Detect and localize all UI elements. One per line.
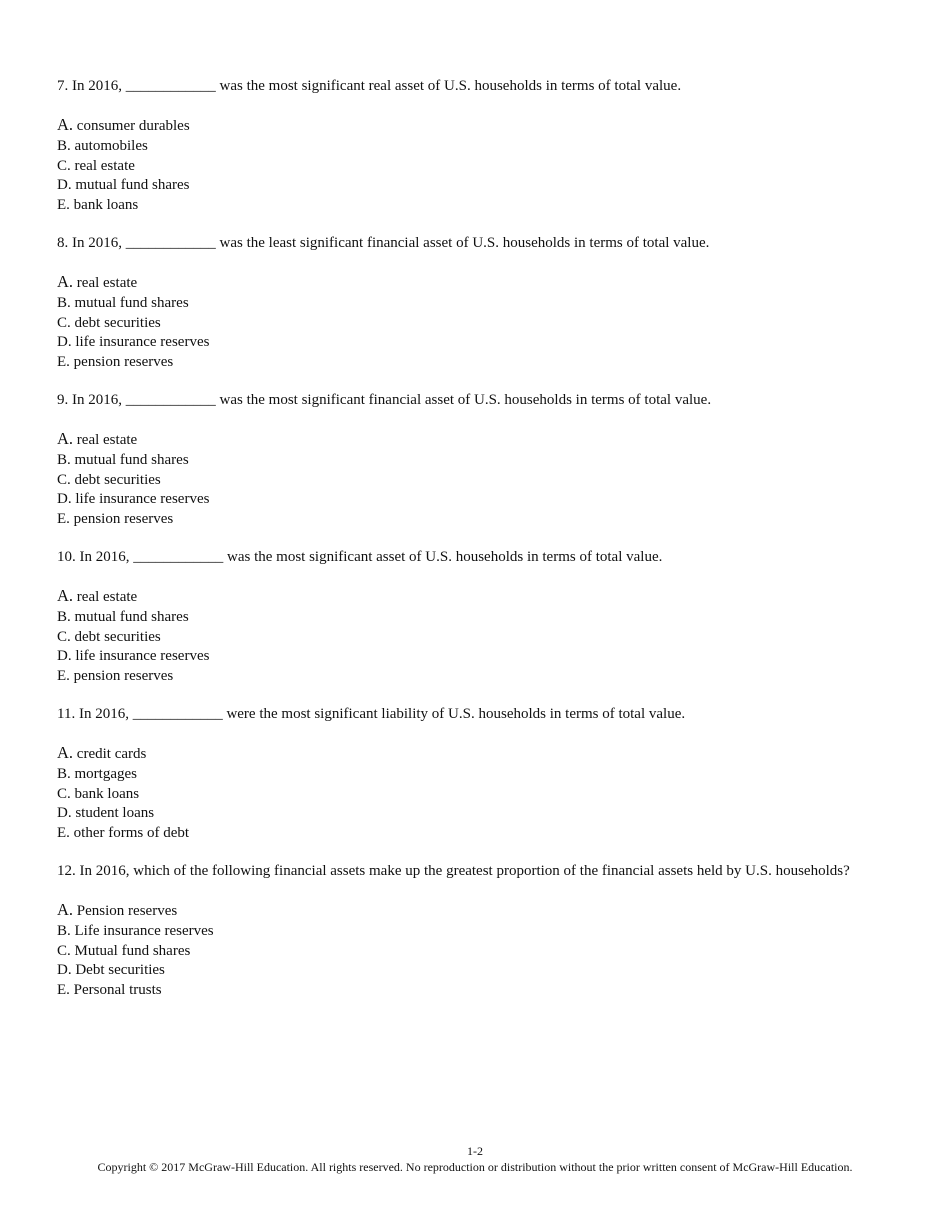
answer-option-e bbox=[57, 196, 907, 216]
question-10 bbox=[57, 547, 907, 687]
option-letter: B. bbox=[57, 294, 71, 311]
question-text: 9. In 2016, ____________ was the most significant financial asset of U.S. households in terms of total value. bbox=[57, 391, 712, 408]
answer-option-d bbox=[57, 961, 907, 981]
question-text: 11. In 2016, ____________ were the most significant liability of U.S. households in terms of total value. bbox=[57, 705, 686, 722]
answer-option-c bbox=[57, 314, 907, 334]
option-letter: A. bbox=[57, 271, 74, 291]
option-text: real estate bbox=[70, 157, 135, 174]
answer-option-e bbox=[57, 510, 907, 530]
answer-option-d bbox=[57, 176, 907, 196]
option-letter: B. bbox=[57, 765, 71, 782]
option-text: Mutual fund shares bbox=[70, 942, 191, 959]
option-letter: E. bbox=[57, 825, 70, 842]
option-text: pension reserves bbox=[69, 354, 174, 371]
answer-options bbox=[57, 115, 907, 216]
answer-option-b bbox=[57, 137, 907, 157]
answer-option-b bbox=[57, 765, 907, 785]
option-text: consumer durables bbox=[73, 118, 190, 134]
answer-options bbox=[57, 272, 907, 373]
question-text: 7. In 2016, ____________ was the most significant real asset of U.S. households in terms of total value. bbox=[57, 78, 682, 94]
option-letter: E. bbox=[57, 197, 70, 214]
option-letter: E. bbox=[57, 668, 70, 685]
question-11 bbox=[57, 704, 907, 844]
answer-options bbox=[57, 743, 907, 844]
option-text: pension reserves bbox=[69, 511, 174, 528]
option-letter: D. bbox=[57, 491, 72, 508]
answer-option-c bbox=[57, 628, 907, 648]
option-text: real estate bbox=[73, 431, 138, 448]
option-text: other forms of debt bbox=[69, 825, 190, 842]
option-text: mortgages bbox=[70, 765, 137, 782]
option-text: Life insurance reserves bbox=[70, 922, 214, 939]
option-text: life insurance reserves bbox=[71, 491, 210, 508]
answer-option-c bbox=[57, 942, 907, 962]
option-text: mutual fund shares bbox=[71, 177, 190, 194]
option-text: Personal trusts bbox=[69, 982, 162, 999]
option-text: Debt securities bbox=[71, 962, 165, 979]
answer-options bbox=[57, 586, 907, 687]
answer-option-d bbox=[57, 647, 907, 667]
answer-option-a bbox=[57, 900, 907, 922]
question-text: 8. In 2016, ____________ was the least significant financial asset of U.S. households in terms of total value. bbox=[57, 234, 710, 251]
option-letter: A. bbox=[57, 115, 74, 134]
option-text: Pension reserves bbox=[73, 902, 178, 919]
answer-option-e bbox=[57, 667, 907, 687]
option-letter: D. bbox=[57, 805, 72, 822]
option-letter: B. bbox=[57, 451, 71, 468]
answer-option-e bbox=[57, 353, 907, 373]
option-text: debt securities bbox=[70, 314, 161, 331]
option-text: student loans bbox=[71, 805, 155, 822]
answer-option-a bbox=[57, 586, 907, 608]
answer-options bbox=[57, 429, 907, 530]
page-footer bbox=[0, 1143, 950, 1175]
answer-option-a bbox=[57, 272, 907, 294]
option-text: life insurance reserves bbox=[71, 334, 210, 351]
question-text: 12. In 2016, which of the following financial assets make up the greatest proportion of the financial assets held by U.S. households? bbox=[57, 862, 850, 879]
page-number: 1-2 bbox=[467, 1144, 483, 1158]
option-letter: C. bbox=[57, 785, 71, 802]
answer-option-c bbox=[57, 785, 907, 805]
question-12 bbox=[57, 861, 907, 1001]
answer-option-c bbox=[57, 157, 907, 177]
option-text: mutual fund shares bbox=[70, 294, 189, 311]
option-letter: D. bbox=[57, 334, 72, 351]
option-letter: C. bbox=[57, 942, 71, 959]
answer-option-e bbox=[57, 824, 907, 844]
answer-option-a bbox=[57, 429, 907, 451]
option-letter: A. bbox=[57, 899, 74, 919]
option-letter: D. bbox=[57, 648, 72, 665]
option-text: pension reserves bbox=[69, 668, 174, 685]
option-letter: B. bbox=[57, 608, 71, 625]
answer-option-b bbox=[57, 294, 907, 314]
answer-option-b bbox=[57, 451, 907, 471]
answer-option-e bbox=[57, 981, 907, 1001]
question-7 bbox=[57, 76, 907, 216]
question-9 bbox=[57, 390, 907, 530]
option-text: debt securities bbox=[70, 471, 161, 488]
option-letter: D. bbox=[57, 177, 72, 194]
option-letter: E. bbox=[57, 511, 70, 528]
option-letter: B. bbox=[57, 137, 71, 154]
option-letter: E. bbox=[57, 354, 70, 371]
option-letter: A. bbox=[57, 585, 74, 605]
option-letter: A. bbox=[57, 742, 74, 762]
option-text: life insurance reserves bbox=[71, 648, 210, 665]
option-letter: E. bbox=[57, 982, 70, 999]
answer-options bbox=[57, 900, 907, 1001]
option-text: bank loans bbox=[69, 197, 139, 214]
answer-option-b bbox=[57, 608, 907, 628]
copyright-notice: Copyright © 2017 McGraw-Hill Education. All rights reserved. No reproduction or distribution without the prior written consent of McGraw-Hill Education. bbox=[97, 1160, 853, 1174]
document-page bbox=[57, 76, 907, 1018]
question-text: 10. In 2016, ____________ was the most significant asset of U.S. households in terms of total value. bbox=[57, 548, 663, 565]
option-text: real estate bbox=[73, 274, 138, 291]
option-text: mutual fund shares bbox=[70, 608, 189, 625]
option-text: credit cards bbox=[73, 745, 147, 762]
option-letter: A. bbox=[57, 428, 74, 448]
answer-option-a bbox=[57, 743, 907, 765]
option-text: automobiles bbox=[70, 137, 148, 154]
option-letter: C. bbox=[57, 471, 71, 488]
option-letter: C. bbox=[57, 628, 71, 645]
answer-option-c bbox=[57, 471, 907, 491]
option-text: mutual fund shares bbox=[70, 451, 189, 468]
answer-option-d bbox=[57, 490, 907, 510]
answer-option-a bbox=[57, 115, 907, 137]
option-letter: B. bbox=[57, 922, 71, 939]
answer-option-b bbox=[57, 922, 907, 942]
answer-option-d bbox=[57, 804, 907, 824]
option-text: bank loans bbox=[70, 785, 140, 802]
answer-option-d bbox=[57, 333, 907, 353]
option-text: real estate bbox=[73, 588, 138, 605]
question-8 bbox=[57, 233, 907, 373]
option-letter: C. bbox=[57, 314, 71, 331]
option-text: debt securities bbox=[70, 628, 161, 645]
option-letter: C. bbox=[57, 157, 71, 174]
option-letter: D. bbox=[57, 962, 72, 979]
